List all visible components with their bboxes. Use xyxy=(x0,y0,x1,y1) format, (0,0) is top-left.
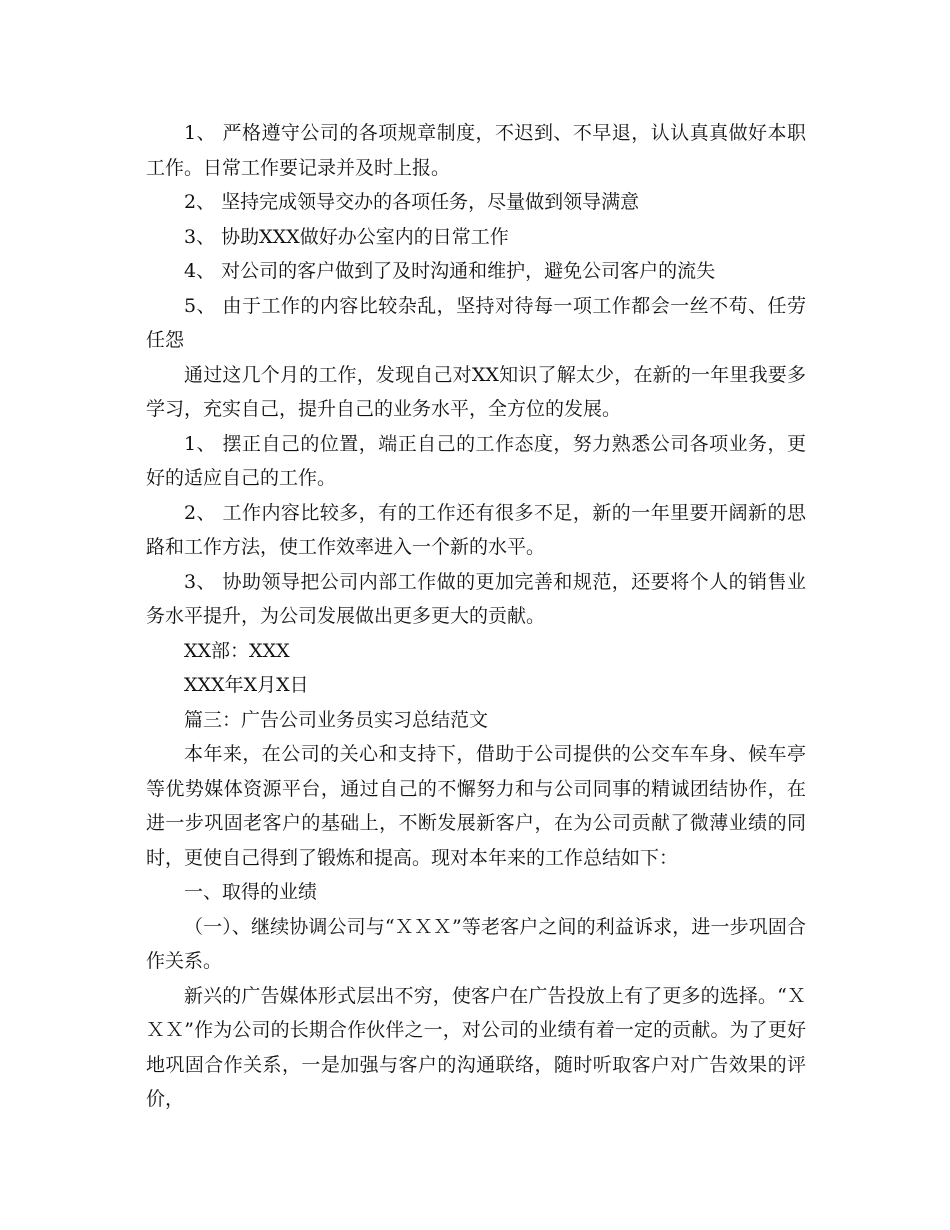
signature-department: XX部：XXX xyxy=(184,639,290,662)
document-body xyxy=(146,116,806,1117)
paragraph-item-1: 1、 严格遵守公司的各项规章制度，不迟到、不早退，认认真真做好本职工作。日常工作要记录并及时上报。 xyxy=(146,122,806,179)
paragraph-plan-2: 2、 工作内容比较多，有的工作还有很多不足，新的一年里要开阔新的思路和工作方法，使工作效率进入一个新的水平。 xyxy=(146,501,806,558)
paragraph-item-4: 4、 对公司的客户做到了及时沟通和维护，避免公司客户的流失 xyxy=(184,260,716,282)
signature-date: XXX年X月X日 xyxy=(184,674,309,696)
paragraph-summary: 通过这几个月的工作，发现自己对XX知识了解太少，在新的一年里我要多学习，充实自己，提升自己的业务水平，全方位的发展。 xyxy=(146,363,806,420)
section-heading-achievements: 一、取得的业绩 xyxy=(184,881,318,903)
paragraph-media: 新兴的广告媒体形式层出不穷，使客户在广告投放上有了更多的选择。“ＸＸＸ”作为公司的长期合作伙伴之一，对公司的业绩有着一定的贡献。为了更好地巩固合作关系，一是加强与客户的沟通联络，随时听取客户对广告效果的评价， xyxy=(146,984,806,1110)
paragraph-item-5: 5、 由于工作的内容比较杂乱，坚持对待每一项工作都会一丝不苟、任劳任怨 xyxy=(146,294,806,351)
paragraph-plan-1: 1、 摆正自己的位置，端正自己的工作态度，努力熟悉公司各项业务，更好的适应自己的工作。 xyxy=(146,432,806,489)
paragraph-plan-3: 3、 协助领导把公司内部工作做的更加完善和规范，还要将个人的销售业务水平提升，为公司发展做出更多更大的贡献。 xyxy=(146,570,806,627)
section-title: 篇三：广告公司业务员实习总结范文 xyxy=(184,708,489,731)
paragraph-intro: 本年来，在公司的关心和支持下，借助于公司提供的公交车车身、候车亭等优势媒体资源平台，通过自己的不懈努力和与公司同事的精诚团结协作，在进一步巩固老客户的基础上，不断发展新客户，在为公司贡献了微薄业绩的同时，更使自己得到了锻炼和提高。现对本年来的工作总结如下： xyxy=(146,743,806,869)
paragraph-item-3: 3、 协助XXX做好办公室内的日常工作 xyxy=(184,225,509,248)
paragraph-item-2: 2、 坚持完成领导交办的各项任务，尽量做到领导满意 xyxy=(184,191,640,213)
subsection-heading-1: （一）、继续协调公司与“ＸＸＸ”等老客户之间的利益诉求，进一步巩固合作关系。 xyxy=(146,915,806,972)
